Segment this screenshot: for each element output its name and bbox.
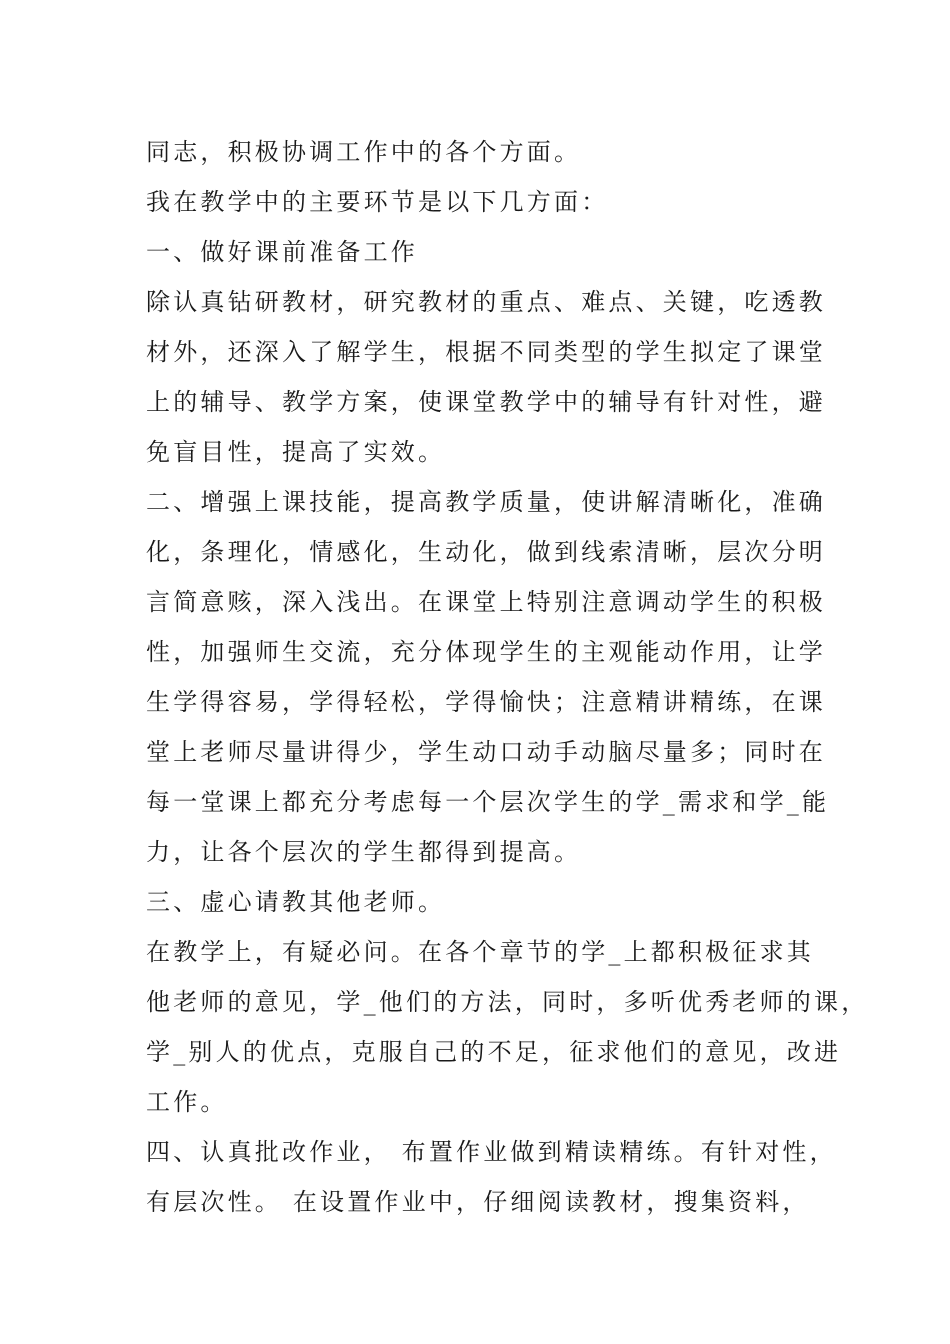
text-line: 性，加强师生交流，充分体现学生的主观能动作用，让学 bbox=[146, 638, 826, 666]
section-heading: 四、认真批改作业， 布置作业做到精读精练。有针对性， bbox=[146, 1138, 837, 1166]
text-line: 免盲目性，提高了实效。 bbox=[146, 438, 446, 466]
text-line: 化，条理化，情感化，生动化，做到线索清晰，层次分明 bbox=[146, 538, 826, 566]
text-line: 堂上老师尽量讲得少，学生动口动手动脑尽量多；同时在 bbox=[146, 738, 826, 766]
text-line: 工作。 bbox=[146, 1088, 228, 1116]
section-heading: 一、做好课前准备工作 bbox=[146, 238, 418, 266]
text-line: 除认真钻研教材，研究教材的重点、难点、关键，吃透教 bbox=[146, 288, 826, 316]
text-line: 他老师的意见，学_他们的方法，同时，多听优秀老师的课， bbox=[146, 988, 869, 1016]
section-heading: 二、增强上课技能，提高教学质量，使讲解清晰化，准确 bbox=[146, 488, 826, 516]
text-line: 力，让各个层次的学生都得到提高。 bbox=[146, 838, 582, 866]
text-line: 生学得容易，学得轻松，学得愉快；注意精讲精练，在课 bbox=[146, 688, 826, 716]
section-heading: 三、虚心请教其他老师。 bbox=[146, 888, 446, 916]
text-line: 言简意赅，深入浅出。在课堂上特别注意调动学生的积极 bbox=[146, 588, 826, 616]
text-line: 每一堂课上都充分考虑每一个层次学生的学_需求和学_能 bbox=[146, 788, 830, 816]
text-line: 学_别人的优点，克服自己的不足，征求他们的意见，改进 bbox=[146, 1038, 842, 1066]
text-line: 上的辅导、教学方案，使课堂教学中的辅导有针对性，避 bbox=[146, 388, 826, 416]
text-line: 材外，还深入了解学生，根据不同类型的学生拟定了课堂 bbox=[146, 338, 826, 366]
text-line: 在教学上，有疑必问。在各个章节的学_上都积极征求其 bbox=[146, 938, 814, 966]
text-line: 同志，积极协调工作中的各个方面。 bbox=[146, 138, 582, 166]
text-line: 我在教学中的主要环节是以下几方面： bbox=[146, 188, 609, 216]
text-line: 有层次性。 在设置作业中，仔细阅读教材，搜集资料， bbox=[146, 1188, 810, 1216]
